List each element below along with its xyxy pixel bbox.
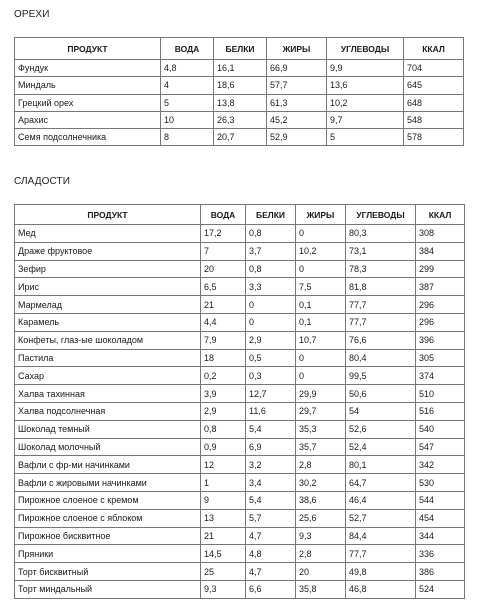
cell-fat: 35,3 [296,420,346,438]
cell-protein: 2,9 [246,331,296,349]
sweets-nutrition-table [14,204,465,599]
cell-water: 1 [201,474,246,492]
table-row [15,456,465,474]
column-header-water: ВОДА [161,38,214,60]
cell-water: 4,8 [161,60,214,77]
cell-carbs: 46,8 [346,580,416,598]
cell-protein: 16,1 [214,60,267,77]
cell-product: Халва тахинная [15,385,201,403]
cell-water: 8 [161,129,214,146]
cell-fat: 0 [296,367,346,385]
cell-carbs: 77,7 [346,313,416,331]
table-row [15,385,465,403]
column-header-water: ВОДА [201,205,246,225]
cell-product: Фундук [15,60,161,77]
cell-carbs: 9,9 [327,60,404,77]
column-header-fat: ЖИРЫ [267,38,327,60]
cell-protein: 0,8 [246,225,296,243]
cell-water: 0,8 [201,420,246,438]
cell-protein: 4,8 [246,545,296,563]
column-header-carbs: УГЛЕВОДЫ [346,205,416,225]
cell-product: Арахис [15,111,161,128]
cell-water: 4 [161,77,214,94]
cell-protein: 6,6 [246,580,296,598]
cell-fat: 25,6 [296,509,346,527]
cell-carbs: 64,7 [346,474,416,492]
cell-protein: 3,2 [246,456,296,474]
cell-carbs: 52,7 [346,509,416,527]
cell-protein: 26,3 [214,111,267,128]
cell-protein: 3,3 [246,278,296,296]
cell-water: 14,5 [201,545,246,563]
cell-kcal: 516 [416,402,465,420]
cell-product: Грецкий орех [15,94,161,111]
table-row [15,563,465,581]
cell-carbs: 80,3 [346,225,416,243]
cell-protein: 13,8 [214,94,267,111]
column-header-kcal: ККАЛ [416,205,465,225]
cell-product: Карамель [15,313,201,331]
cell-product: Пастила [15,349,201,367]
cell-kcal: 454 [416,509,465,527]
cell-fat: 10,7 [296,331,346,349]
cell-fat: 0 [296,260,346,278]
cell-kcal: 544 [416,491,465,509]
table-row [15,349,465,367]
column-header-protein: БЕЛКИ [246,205,296,225]
cell-kcal: 342 [416,456,465,474]
cell-fat: 10,2 [296,242,346,260]
cell-protein: 4,7 [246,563,296,581]
table-header-row [15,205,465,225]
cell-fat: 52,9 [267,129,327,146]
column-header-carbs: УГЛЕВОДЫ [327,38,404,60]
cell-fat: 0,1 [296,313,346,331]
table-row [15,527,465,545]
cell-carbs: 46,4 [346,491,416,509]
cell-kcal: 296 [416,296,465,314]
cell-carbs: 76,6 [346,331,416,349]
cell-carbs: 54 [346,402,416,420]
cell-carbs: 5 [327,129,404,146]
cell-protein: 20,7 [214,129,267,146]
cell-protein: 5,4 [246,420,296,438]
cell-kcal: 308 [416,225,465,243]
cell-carbs: 80,4 [346,349,416,367]
cell-water: 9,3 [201,580,246,598]
table-row [15,438,465,456]
section-title-sweets: СЛАДОСТИ [14,176,70,187]
cell-fat: 61,3 [267,94,327,111]
cell-fat: 35,7 [296,438,346,456]
cell-protein: 11,6 [246,402,296,420]
cell-water: 12 [201,456,246,474]
cell-fat: 0 [296,349,346,367]
cell-protein: 0,3 [246,367,296,385]
table-row [15,402,465,420]
cell-protein: 0 [246,296,296,314]
cell-water: 10 [161,111,214,128]
cell-product: Драже фруктовое [15,242,201,260]
table-row [15,367,465,385]
section-title-nuts: ОРЕХИ [14,9,50,20]
cell-water: 21 [201,527,246,545]
cell-fat: 30,2 [296,474,346,492]
cell-carbs: 52,4 [346,438,416,456]
cell-kcal: 704 [404,60,464,77]
table-row [15,331,465,349]
cell-carbs: 73,1 [346,242,416,260]
cell-protein: 5,4 [246,491,296,509]
cell-fat: 20 [296,563,346,581]
cell-protein: 6,9 [246,438,296,456]
cell-protein: 0,8 [246,260,296,278]
cell-water: 4,4 [201,313,246,331]
cell-water: 0,2 [201,367,246,385]
cell-carbs: 80,1 [346,456,416,474]
table-header-row [15,38,464,60]
cell-fat: 2,8 [296,456,346,474]
table-row [15,77,464,94]
cell-kcal: 530 [416,474,465,492]
table-row [15,60,464,77]
cell-fat: 7,5 [296,278,346,296]
cell-carbs: 52,6 [346,420,416,438]
cell-carbs: 50,6 [346,385,416,403]
cell-kcal: 540 [416,420,465,438]
cell-product: Пирожное слоеное с яблоком [15,509,201,527]
table-row [15,278,465,296]
cell-water: 17,2 [201,225,246,243]
cell-fat: 2,8 [296,545,346,563]
cell-kcal: 384 [416,242,465,260]
table-row [15,509,465,527]
table-row [15,94,464,111]
column-header-kcal: ККАЛ [404,38,464,60]
cell-kcal: 510 [416,385,465,403]
table-row [15,491,465,509]
cell-carbs: 99,5 [346,367,416,385]
table-row [15,225,465,243]
cell-fat: 57,7 [267,77,327,94]
cell-water: 9 [201,491,246,509]
cell-carbs: 13,6 [327,77,404,94]
nuts-nutrition-table [14,37,464,146]
cell-kcal: 299 [416,260,465,278]
cell-water: 2,9 [201,402,246,420]
cell-product: Мармелад [15,296,201,314]
cell-water: 7 [201,242,246,260]
table-row [15,580,465,598]
cell-product: Пряники [15,545,201,563]
cell-kcal: 547 [416,438,465,456]
cell-product: Мед [15,225,201,243]
cell-fat: 45,2 [267,111,327,128]
cell-product: Халва подсолнечная [15,402,201,420]
cell-kcal: 374 [416,367,465,385]
cell-kcal: 387 [416,278,465,296]
cell-kcal: 548 [404,111,464,128]
table-row [15,296,465,314]
cell-kcal: 524 [416,580,465,598]
table-row [15,474,465,492]
cell-product: Семя подсолнечника [15,129,161,146]
cell-kcal: 386 [416,563,465,581]
cell-protein: 3,4 [246,474,296,492]
table-row [15,420,465,438]
cell-carbs: 49,8 [346,563,416,581]
cell-water: 3,9 [201,385,246,403]
cell-kcal: 648 [404,94,464,111]
cell-carbs: 78,3 [346,260,416,278]
cell-kcal: 344 [416,527,465,545]
cell-protein: 0 [246,313,296,331]
table-row [15,242,465,260]
table-row [15,260,465,278]
cell-water: 18 [201,349,246,367]
cell-product: Вафли с фр-ми начинками [15,456,201,474]
cell-carbs: 9,7 [327,111,404,128]
cell-protein: 0,5 [246,349,296,367]
cell-carbs: 77,7 [346,545,416,563]
table-row [15,545,465,563]
cell-carbs: 10,2 [327,94,404,111]
cell-product: Зефир [15,260,201,278]
cell-kcal: 645 [404,77,464,94]
cell-kcal: 336 [416,545,465,563]
cell-protein: 18,6 [214,77,267,94]
column-header-fat: ЖИРЫ [296,205,346,225]
cell-product: Миндаль [15,77,161,94]
column-header-product: ПРОДУКТ [15,205,201,225]
cell-fat: 38,6 [296,491,346,509]
cell-water: 13 [201,509,246,527]
cell-kcal: 305 [416,349,465,367]
cell-kcal: 578 [404,129,464,146]
table-row [15,111,464,128]
cell-fat: 0 [296,225,346,243]
cell-protein: 4,7 [246,527,296,545]
cell-product: Торт бисквитный [15,563,201,581]
cell-water: 20 [201,260,246,278]
cell-kcal: 296 [416,313,465,331]
cell-protein: 12,7 [246,385,296,403]
cell-water: 0,9 [201,438,246,456]
cell-water: 5 [161,94,214,111]
cell-fat: 29,9 [296,385,346,403]
cell-product: Шоколад темный [15,420,201,438]
cell-water: 7,9 [201,331,246,349]
cell-product: Сахар [15,367,201,385]
column-header-protein: БЕЛКИ [214,38,267,60]
cell-protein: 3,7 [246,242,296,260]
cell-product: Шоколад молочный [15,438,201,456]
cell-protein: 5,7 [246,509,296,527]
cell-carbs: 77,7 [346,296,416,314]
cell-fat: 66,9 [267,60,327,77]
cell-kcal: 396 [416,331,465,349]
cell-product: Конфеты, глаз-ые шоколадом [15,331,201,349]
cell-carbs: 84,4 [346,527,416,545]
cell-product: Пирожное слоеное с кремом [15,491,201,509]
cell-product: Пирожное бисквитное [15,527,201,545]
cell-fat: 0,1 [296,296,346,314]
cell-water: 21 [201,296,246,314]
cell-product: Торт миндальный [15,580,201,598]
cell-product: Ирис [15,278,201,296]
cell-water: 6,5 [201,278,246,296]
cell-fat: 35,8 [296,580,346,598]
table-row [15,313,465,331]
column-header-product: ПРОДУКТ [15,38,161,60]
cell-fat: 29,7 [296,402,346,420]
cell-carbs: 81,8 [346,278,416,296]
cell-product: Вафли с жировыми начинками [15,474,201,492]
table-row [15,129,464,146]
cell-fat: 9,3 [296,527,346,545]
cell-water: 25 [201,563,246,581]
